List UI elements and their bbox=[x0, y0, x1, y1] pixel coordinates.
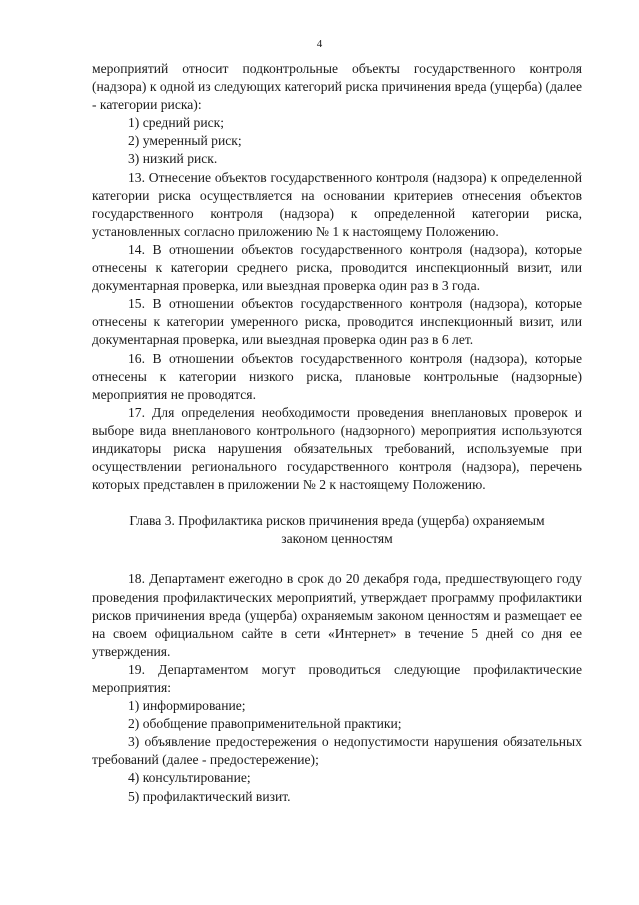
document-body bbox=[92, 60, 582, 806]
paragraph: 17. Для определения необходимости проведения внеплановых проверок и выборе вида внепланового контрольного (надзорного) мероприятия используются индикаторы риска нарушения обязательных требований, используемые при осуществлении регионального государственного контроля (надзора), перечень которых представлен в приложении № 2 к настоящему Положению. bbox=[92, 404, 582, 493]
paragraph: 3) объявление предостережения о недопустимости нарушения обязательных требований (далее - предостережение); bbox=[92, 734, 582, 768]
paragraph: 18. Департамент ежегодно в срок до 20 декабря года, предшествующего году проведения профилактических мероприятий, утверждает программу профилактики рисков причинения вреда (ущерба) охраняемым законом ценностям и размещает ее на своем официальном сайте в сети «Интернет» в течение 5 дней со дня ее утверждения. bbox=[92, 571, 582, 659]
page-number: 4 bbox=[316, 38, 323, 50]
list-item: 2) умеренный риск; bbox=[128, 133, 242, 149]
list-item: 1) информирование; bbox=[128, 698, 246, 714]
paragraph: 15. В отношении объектов государственного контроля (надзора), которые отнесены к категории умеренного риска, проводится инспекционный визит, или документарная проверка, или выездная проверка один раз в 6 лет. bbox=[92, 296, 582, 348]
list-item: 4) консультирование; bbox=[128, 770, 251, 786]
paragraph: 14. В отношении объектов государственного контроля (надзора), которые отнесены к категории среднего риска, проводится инспекционный визит, или документарная проверка, или выездная проверка один раз в 3 года. bbox=[92, 241, 582, 294]
chapter-heading bbox=[92, 512, 582, 548]
paragraph: мероприятий относит подконтрольные объекты государственного контроля (надзора) к одной из следующих категорий риска причинения вреда (ущерба) (далее - категории риска): bbox=[92, 61, 582, 113]
paragraph: 13. Отнесение объектов государственного контроля (надзора) к определенной категории риска осуществляется на основании критериев отнесения объектов государственного контроля (надзора) к определенной категории риска, установленных согласно приложению № 1 к настоящему Положению. bbox=[92, 169, 582, 239]
paragraphs-before-heading bbox=[92, 60, 582, 494]
chapter-heading-line-2: законом ценностям bbox=[281, 531, 393, 547]
paragraphs-after-heading bbox=[92, 570, 582, 805]
chapter-heading-line-1: Глава 3. Профилактика рисков причинения вреда (ущерба) охраняемым bbox=[129, 513, 545, 529]
paragraph: 16. В отношении объектов государственного контроля (надзора), которые отнесены к категории низкого риска, плановые контрольные (надзорные) мероприятия не проводятся. bbox=[92, 350, 582, 402]
list-item: 2) обобщение правоприменительной практики; bbox=[128, 716, 402, 732]
list-item: 5) профилактический визит. bbox=[128, 788, 291, 804]
list-item: 1) средний риск; bbox=[128, 115, 225, 131]
list-item: 3) низкий риск. bbox=[128, 151, 218, 167]
paragraph: 19. Департаментом могут проводиться следующие профилактические мероприятия: bbox=[92, 661, 582, 695]
